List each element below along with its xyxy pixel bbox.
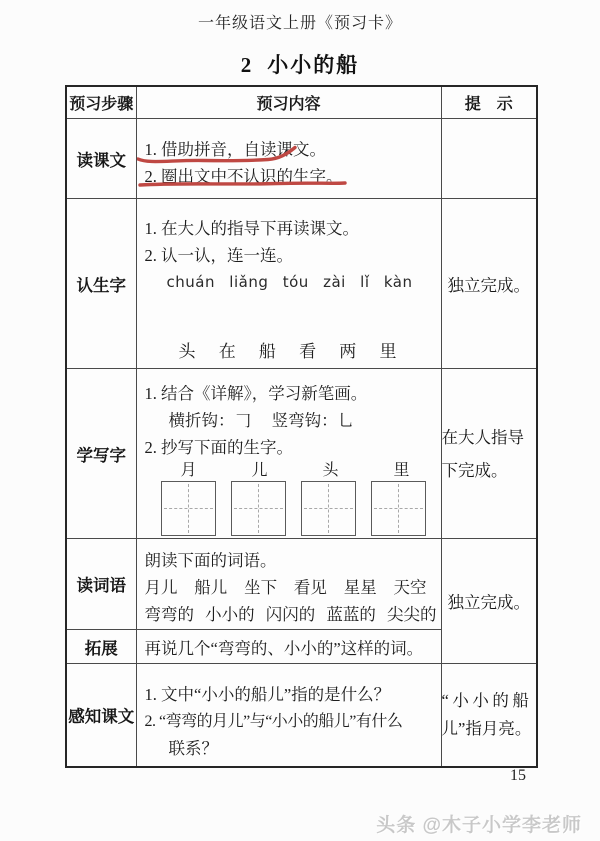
tian-zi-ge-box <box>301 481 356 536</box>
learn-chars-item-1: 1. 在大人的指导下再读课文。 <box>144 218 359 238</box>
table-header-row <box>66 86 537 119</box>
practice-char: 月 <box>180 461 197 479</box>
word: 坐下 <box>244 577 278 597</box>
hint-write-chars-line-2: 下完成。 <box>441 460 508 480</box>
practice-char: 头 <box>322 461 339 479</box>
tian-zi-ge-row <box>161 481 437 536</box>
content-read-text <box>136 119 441 199</box>
preview-card-table <box>65 85 538 768</box>
hint-write-chars-line-1: 在大人指导 <box>441 427 524 447</box>
word: 月儿 <box>144 577 178 597</box>
comprehend-question-1: 1. 文中“小小的船儿”指的是什么？ <box>144 685 391 704</box>
row-learn-chars <box>66 199 537 369</box>
hint-comprehend-line-2: 儿”指月亮。 <box>441 719 532 738</box>
word: 看见 <box>293 577 327 597</box>
match-char: 里 <box>379 341 397 361</box>
doc-header: 一年级语文上册《预习卡》 <box>197 15 402 32</box>
hint-learn-chars: 独立完成。 <box>441 199 537 369</box>
step-label-learn-chars: 认生字 <box>66 199 136 369</box>
toutiao-watermark: 头条 @木子小学李老师 <box>376 815 582 836</box>
tian-zi-ge-box <box>231 481 286 536</box>
write-chars-item-1: 1. 结合《详解》，学习新笔画。 <box>144 383 368 403</box>
pinyin-item: lǐ <box>360 272 370 291</box>
word: 尖尖的 <box>387 604 437 624</box>
word: 蓝蓝的 <box>326 604 376 624</box>
stroke-examples: 横折钩：𠃌 竖弯钩：乚 <box>168 410 355 430</box>
read-text-item-2: 2. 圈出文中不认识的生字。 <box>144 167 343 186</box>
pinyin-item: chuán <box>166 272 215 291</box>
step-label-read-text: 读课文 <box>66 119 136 199</box>
character-match-row <box>179 337 397 362</box>
col-header-steps: 预习步骤 <box>66 86 136 119</box>
hint-read-text-empty <box>441 119 537 199</box>
match-char: 头 <box>178 341 196 361</box>
match-char: 两 <box>339 341 357 361</box>
row-write-chars <box>66 369 537 539</box>
read-words-intro: 朗读下面的词语。 <box>144 550 277 570</box>
hint-comprehend-line-1: “小小的船 <box>441 691 533 710</box>
extend-text: 再说几个“弯弯的、小小的”这样的词。 <box>144 639 424 658</box>
content-extend <box>136 630 441 664</box>
word: 小小的 <box>205 604 255 624</box>
practice-char: 儿 <box>251 461 268 479</box>
pinyin-item: kàn <box>383 272 413 291</box>
row-read-words <box>66 539 537 630</box>
step-label-write-chars: 学写字 <box>66 369 136 539</box>
match-char: 在 <box>218 341 236 361</box>
page-number: 15 <box>510 767 526 784</box>
pinyin-item: liǎng <box>229 272 269 291</box>
word: 星星 <box>343 577 377 597</box>
comprehend-question-2: 2. “弯弯的月儿”与“小小的船儿”有什么 <box>144 713 403 730</box>
col-header-hint: 提 示 <box>441 86 537 119</box>
row-read-text <box>66 119 537 199</box>
lesson-title <box>0 49 600 79</box>
tian-zi-ge-box <box>161 481 216 536</box>
read-text-item-1: 1. 借助拼音，自读课文。 <box>144 140 326 159</box>
practice-char-labels <box>161 461 437 480</box>
comprehend-question-2-cont: 联系？ <box>168 739 218 758</box>
content-learn-chars <box>136 199 441 369</box>
step-label-comprehend: 感知课文 <box>66 664 136 768</box>
word: 船儿 <box>194 577 228 597</box>
step-label-extend: 拓展 <box>66 630 136 664</box>
hint-write-chars <box>441 369 537 539</box>
match-char: 看 <box>299 341 317 361</box>
lesson-name: 小小的船 <box>267 53 360 77</box>
hint-comprehend <box>441 664 537 768</box>
pinyin-item: zài <box>323 272 346 291</box>
step-label-read-words: 读词语 <box>66 539 136 630</box>
write-chars-item-2: 2. 抄写下面的生字。 <box>144 437 293 457</box>
word: 弯弯的 <box>144 604 194 624</box>
word: 天空 <box>393 577 427 597</box>
word-list-row-1 <box>145 574 427 601</box>
content-read-words <box>136 539 441 630</box>
tian-zi-ge-box <box>371 481 426 536</box>
pinyin-item: tóu <box>282 272 309 291</box>
content-comprehend <box>136 664 441 768</box>
word-list-row-2 <box>145 601 437 628</box>
hint-read-words: 独立完成。 <box>441 539 537 664</box>
practice-char: 里 <box>393 461 410 479</box>
learn-chars-item-2: 2. 认一认，连一连。 <box>144 245 293 265</box>
lesson-number: 2 <box>240 53 252 77</box>
col-header-content: 预习内容 <box>136 86 441 119</box>
row-comprehend <box>66 664 537 768</box>
match-char: 船 <box>258 341 276 361</box>
pinyin-row <box>167 273 413 291</box>
content-write-chars <box>136 369 441 539</box>
word: 闪闪的 <box>265 604 316 624</box>
